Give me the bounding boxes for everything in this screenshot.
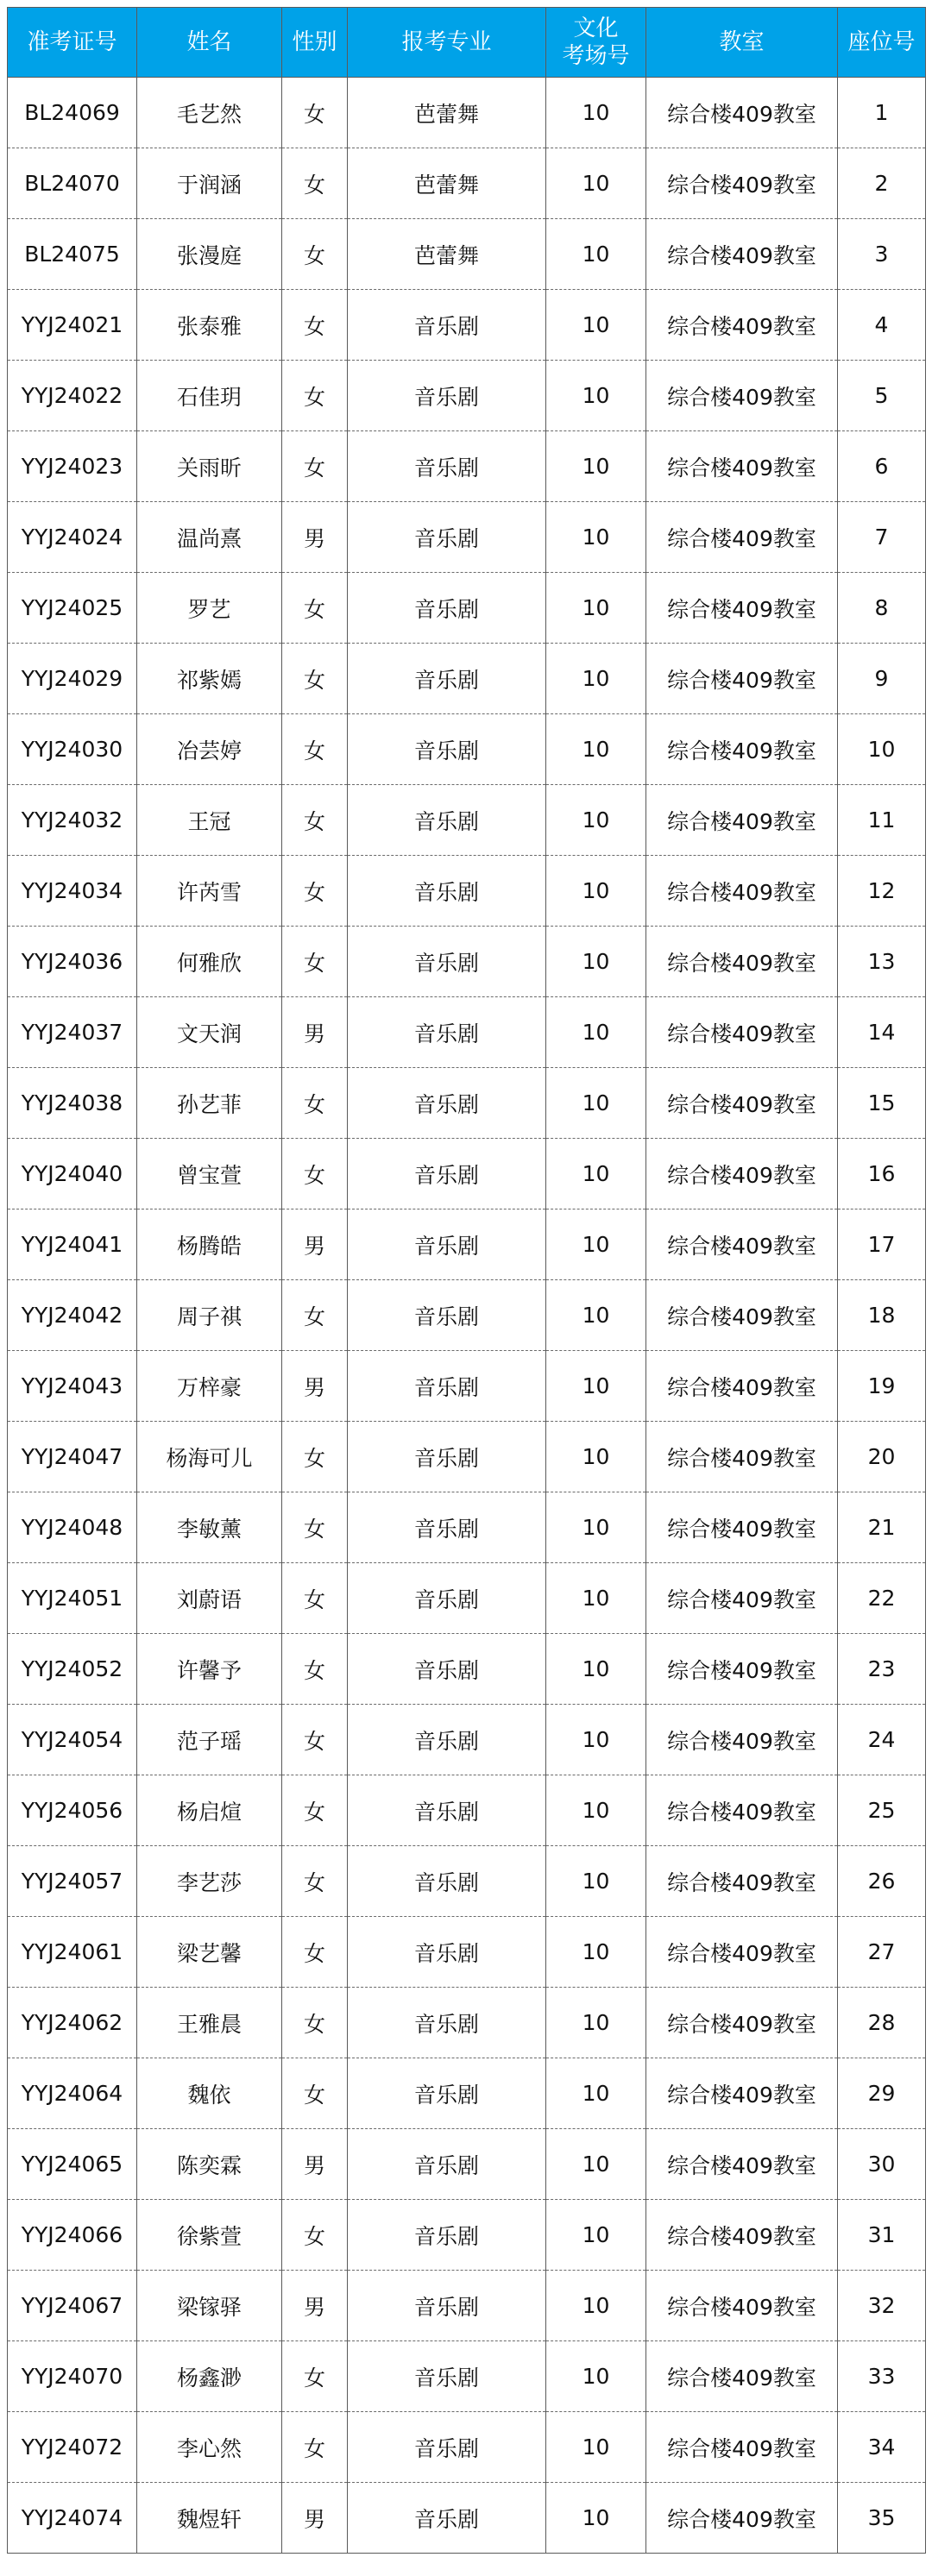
cell-name: 罗艺 — [137, 573, 282, 644]
cell-major: 音乐剧 — [348, 2129, 546, 2200]
cell-gender: 女 — [282, 1917, 348, 1988]
table-row — [8, 1634, 926, 1705]
table-row — [8, 2200, 926, 2271]
table-row — [8, 148, 926, 219]
cell-gender: 女 — [282, 431, 348, 502]
header-classroom: 教室 — [646, 8, 838, 78]
cell-gender: 女 — [282, 361, 348, 431]
cell-major: 音乐剧 — [348, 1917, 546, 1988]
cell-classroom: 综合楼409教室 — [646, 219, 838, 290]
cell-major: 音乐剧 — [348, 573, 546, 644]
cell-name: 王冠 — [137, 785, 282, 856]
cell-gender: 女 — [282, 1492, 348, 1563]
cell-classroom: 综合楼409教室 — [646, 1775, 838, 1846]
cell-seat: 8 — [838, 573, 926, 644]
table-row — [8, 290, 926, 361]
cell-classroom: 综合楼409教室 — [646, 431, 838, 502]
cell-classroom: 综合楼409教室 — [646, 785, 838, 856]
cell-classroom: 综合楼409教室 — [646, 290, 838, 361]
cell-seat: 5 — [838, 361, 926, 431]
cell-name: 杨腾皓 — [137, 1209, 282, 1280]
cell-exam-id: YYJ24025 — [8, 573, 137, 644]
cell-seat: 23 — [838, 1634, 926, 1705]
cell-name: 许芮雪 — [137, 856, 282, 927]
table-row — [8, 1775, 926, 1846]
cell-major: 音乐剧 — [348, 2271, 546, 2341]
cell-classroom: 综合楼409教室 — [646, 1917, 838, 1988]
cell-name: 李艺莎 — [137, 1846, 282, 1917]
cell-exam-room: 10 — [546, 1492, 646, 1563]
cell-gender: 女 — [282, 1139, 348, 1209]
cell-major: 芭蕾舞 — [348, 219, 546, 290]
cell-name: 曾宝萱 — [137, 1139, 282, 1209]
header-exam-id: 准考证号 — [8, 8, 137, 78]
cell-major: 音乐剧 — [348, 714, 546, 785]
cell-name: 关雨昕 — [137, 431, 282, 502]
cell-exam-id: YYJ24051 — [8, 1563, 137, 1634]
cell-classroom: 综合楼409教室 — [646, 361, 838, 431]
cell-name: 魏依 — [137, 2058, 282, 2129]
table-row — [8, 785, 926, 856]
cell-major: 音乐剧 — [348, 856, 546, 927]
cell-classroom: 综合楼409教室 — [646, 502, 838, 573]
cell-name: 范子瑶 — [137, 1705, 282, 1775]
cell-exam-id: YYJ24021 — [8, 290, 137, 361]
table-row — [8, 644, 926, 714]
cell-major: 音乐剧 — [348, 2483, 546, 2554]
cell-gender: 女 — [282, 1775, 348, 1846]
cell-seat: 33 — [838, 2341, 926, 2412]
cell-name: 杨鑫渺 — [137, 2341, 282, 2412]
cell-exam-id: YYJ24074 — [8, 2483, 137, 2554]
cell-major: 音乐剧 — [348, 361, 546, 431]
cell-seat: 17 — [838, 1209, 926, 1280]
cell-exam-id: YYJ24064 — [8, 2058, 137, 2129]
cell-exam-id: YYJ24061 — [8, 1917, 137, 1988]
cell-exam-room: 10 — [546, 1068, 646, 1139]
cell-classroom: 综合楼409教室 — [646, 1139, 838, 1209]
cell-exam-room: 10 — [546, 1422, 646, 1492]
header-exam-room-line2: 考场号 — [562, 43, 630, 69]
cell-gender: 女 — [282, 2200, 348, 2271]
cell-major: 音乐剧 — [348, 1351, 546, 1422]
cell-seat: 14 — [838, 997, 926, 1068]
table-row — [8, 997, 926, 1068]
cell-classroom: 综合楼409教室 — [646, 927, 838, 997]
cell-name: 梁镓驿 — [137, 2271, 282, 2341]
cell-classroom: 综合楼409教室 — [646, 1634, 838, 1705]
cell-major: 音乐剧 — [348, 1139, 546, 1209]
cell-major: 音乐剧 — [348, 1209, 546, 1280]
table-row — [8, 2412, 926, 2483]
table-row — [8, 1280, 926, 1351]
cell-exam-id: YYJ24070 — [8, 2341, 137, 2412]
cell-major: 音乐剧 — [348, 502, 546, 573]
cell-seat: 15 — [838, 1068, 926, 1139]
header-name: 姓名 — [137, 8, 282, 78]
cell-classroom: 综合楼409教室 — [646, 2058, 838, 2129]
cell-major: 音乐剧 — [348, 1705, 546, 1775]
cell-gender: 女 — [282, 1280, 348, 1351]
cell-exam-id: YYJ24038 — [8, 1068, 137, 1139]
cell-seat: 30 — [838, 2129, 926, 2200]
cell-gender: 女 — [282, 1563, 348, 1634]
cell-classroom: 综合楼409教室 — [646, 997, 838, 1068]
cell-seat: 2 — [838, 148, 926, 219]
table-row — [8, 361, 926, 431]
table-row — [8, 1988, 926, 2058]
cell-exam-id: YYJ24043 — [8, 1351, 137, 1422]
cell-gender: 女 — [282, 1988, 348, 2058]
cell-gender: 男 — [282, 2483, 348, 2554]
cell-name: 孙艺菲 — [137, 1068, 282, 1139]
cell-classroom: 综合楼409教室 — [646, 1280, 838, 1351]
cell-gender: 男 — [282, 502, 348, 573]
cell-seat: 18 — [838, 1280, 926, 1351]
cell-name: 温尚熹 — [137, 502, 282, 573]
cell-exam-room: 10 — [546, 1705, 646, 1775]
cell-seat: 28 — [838, 1988, 926, 2058]
cell-major: 音乐剧 — [348, 2412, 546, 2483]
cell-exam-id: YYJ24041 — [8, 1209, 137, 1280]
cell-major: 音乐剧 — [348, 1563, 546, 1634]
table-row — [8, 2483, 926, 2554]
cell-exam-room: 10 — [546, 714, 646, 785]
cell-seat: 19 — [838, 1351, 926, 1422]
cell-major: 音乐剧 — [348, 290, 546, 361]
cell-name: 张漫庭 — [137, 219, 282, 290]
cell-exam-id: BL24075 — [8, 219, 137, 290]
cell-classroom: 综合楼409教室 — [646, 2412, 838, 2483]
cell-exam-room: 10 — [546, 573, 646, 644]
cell-classroom: 综合楼409教室 — [646, 2341, 838, 2412]
cell-exam-id: BL24069 — [8, 78, 137, 148]
cell-exam-room: 10 — [546, 1139, 646, 1209]
cell-classroom: 综合楼409教室 — [646, 1846, 838, 1917]
cell-name: 李敏薰 — [137, 1492, 282, 1563]
cell-gender: 男 — [282, 1351, 348, 1422]
cell-seat: 3 — [838, 219, 926, 290]
cell-classroom: 综合楼409教室 — [646, 1422, 838, 1492]
table-header — [8, 8, 926, 78]
cell-seat: 31 — [838, 2200, 926, 2271]
table-row — [8, 1209, 926, 1280]
cell-exam-room: 10 — [546, 78, 646, 148]
cell-name: 何雅欣 — [137, 927, 282, 997]
cell-exam-room: 10 — [546, 644, 646, 714]
cell-exam-room: 10 — [546, 927, 646, 997]
cell-gender: 男 — [282, 997, 348, 1068]
cell-exam-room: 10 — [546, 2412, 646, 2483]
cell-seat: 21 — [838, 1492, 926, 1563]
table-row — [8, 1422, 926, 1492]
cell-seat: 34 — [838, 2412, 926, 2483]
cell-major: 音乐剧 — [348, 1280, 546, 1351]
cell-gender: 女 — [282, 1422, 348, 1492]
cell-exam-id: YYJ24072 — [8, 2412, 137, 2483]
cell-seat: 25 — [838, 1775, 926, 1846]
cell-exam-id: YYJ24054 — [8, 1705, 137, 1775]
cell-name: 李心然 — [137, 2412, 282, 2483]
cell-exam-id: YYJ24032 — [8, 785, 137, 856]
cell-exam-id: YYJ24036 — [8, 927, 137, 997]
cell-exam-room: 10 — [546, 1988, 646, 2058]
cell-exam-id: YYJ24067 — [8, 2271, 137, 2341]
cell-seat: 22 — [838, 1563, 926, 1634]
table-row — [8, 1705, 926, 1775]
cell-exam-room: 10 — [546, 2271, 646, 2341]
cell-classroom: 综合楼409教室 — [646, 1351, 838, 1422]
cell-gender: 女 — [282, 2412, 348, 2483]
cell-exam-room: 10 — [546, 148, 646, 219]
cell-name: 祁紫嫣 — [137, 644, 282, 714]
cell-exam-room: 10 — [546, 1563, 646, 1634]
cell-major: 音乐剧 — [348, 1775, 546, 1846]
cell-classroom: 综合楼409教室 — [646, 1988, 838, 2058]
cell-gender: 女 — [282, 1068, 348, 1139]
cell-exam-room: 10 — [546, 1634, 646, 1705]
cell-classroom: 综合楼409教室 — [646, 856, 838, 927]
cell-major: 音乐剧 — [348, 1422, 546, 1492]
cell-major: 音乐剧 — [348, 785, 546, 856]
cell-classroom: 综合楼409教室 — [646, 2129, 838, 2200]
cell-exam-room: 10 — [546, 219, 646, 290]
cell-gender: 女 — [282, 1634, 348, 1705]
cell-exam-id: YYJ24042 — [8, 1280, 137, 1351]
cell-exam-room: 10 — [546, 502, 646, 573]
cell-name: 张泰雅 — [137, 290, 282, 361]
cell-gender: 女 — [282, 290, 348, 361]
cell-exam-room: 10 — [546, 856, 646, 927]
cell-exam-room: 10 — [546, 1209, 646, 1280]
table-row — [8, 2058, 926, 2129]
header-major: 报考专业 — [348, 8, 546, 78]
cell-gender: 女 — [282, 573, 348, 644]
header-seat: 座位号 — [838, 8, 926, 78]
cell-exam-id: YYJ24023 — [8, 431, 137, 502]
cell-classroom: 综合楼409教室 — [646, 1705, 838, 1775]
cell-gender: 男 — [282, 2271, 348, 2341]
cell-seat: 27 — [838, 1917, 926, 1988]
cell-exam-id: YYJ24048 — [8, 1492, 137, 1563]
cell-classroom: 综合楼409教室 — [646, 1492, 838, 1563]
cell-seat: 13 — [838, 927, 926, 997]
cell-classroom: 综合楼409教室 — [646, 1068, 838, 1139]
table-row — [8, 1351, 926, 1422]
cell-major: 音乐剧 — [348, 2200, 546, 2271]
cell-exam-id: YYJ24024 — [8, 502, 137, 573]
table-row — [8, 927, 926, 997]
cell-name: 王雅晨 — [137, 1988, 282, 2058]
cell-seat: 35 — [838, 2483, 926, 2554]
header-exam-room-line1: 文化 — [573, 16, 619, 41]
table-row — [8, 2341, 926, 2412]
cell-name: 刘蔚语 — [137, 1563, 282, 1634]
cell-major: 音乐剧 — [348, 1634, 546, 1705]
cell-classroom: 综合楼409教室 — [646, 2483, 838, 2554]
cell-seat: 26 — [838, 1846, 926, 1917]
cell-classroom: 综合楼409教室 — [646, 573, 838, 644]
cell-classroom: 综合楼409教室 — [646, 148, 838, 219]
cell-exam-id: BL24070 — [8, 148, 137, 219]
cell-exam-room: 10 — [546, 2341, 646, 2412]
header-row — [8, 8, 926, 78]
cell-classroom: 综合楼409教室 — [646, 644, 838, 714]
cell-gender: 女 — [282, 714, 348, 785]
cell-exam-room: 10 — [546, 1775, 646, 1846]
cell-exam-id: YYJ24040 — [8, 1139, 137, 1209]
table-body — [8, 78, 926, 2554]
cell-gender: 女 — [282, 1846, 348, 1917]
cell-exam-id: YYJ24030 — [8, 714, 137, 785]
cell-name: 杨启煊 — [137, 1775, 282, 1846]
table-row — [8, 431, 926, 502]
cell-exam-id: YYJ24065 — [8, 2129, 137, 2200]
table-row — [8, 2129, 926, 2200]
table-row — [8, 1917, 926, 1988]
table-row — [8, 1492, 926, 1563]
cell-name: 文天润 — [137, 997, 282, 1068]
cell-seat: 24 — [838, 1705, 926, 1775]
cell-exam-id: YYJ24034 — [8, 856, 137, 927]
cell-name: 魏煜轩 — [137, 2483, 282, 2554]
cell-seat: 29 — [838, 2058, 926, 2129]
table-row — [8, 1846, 926, 1917]
cell-name: 于润涵 — [137, 148, 282, 219]
table-row — [8, 219, 926, 290]
cell-major: 芭蕾舞 — [348, 148, 546, 219]
cell-exam-room: 10 — [546, 997, 646, 1068]
cell-major: 音乐剧 — [348, 1068, 546, 1139]
cell-exam-room: 10 — [546, 361, 646, 431]
cell-seat: 6 — [838, 431, 926, 502]
cell-major: 音乐剧 — [348, 997, 546, 1068]
cell-gender: 女 — [282, 644, 348, 714]
cell-gender: 女 — [282, 78, 348, 148]
cell-exam-room: 10 — [546, 1846, 646, 1917]
cell-classroom: 综合楼409教室 — [646, 714, 838, 785]
cell-exam-room: 10 — [546, 1351, 646, 1422]
cell-name: 万梓豪 — [137, 1351, 282, 1422]
cell-seat: 1 — [838, 78, 926, 148]
cell-exam-id: YYJ24029 — [8, 644, 137, 714]
cell-exam-room: 10 — [546, 2129, 646, 2200]
cell-name: 毛艺然 — [137, 78, 282, 148]
cell-gender: 女 — [282, 785, 348, 856]
table-row — [8, 856, 926, 927]
cell-exam-room: 10 — [546, 290, 646, 361]
table-row — [8, 2271, 926, 2341]
cell-exam-room: 10 — [546, 431, 646, 502]
cell-gender: 男 — [282, 2129, 348, 2200]
cell-gender: 女 — [282, 856, 348, 927]
cell-major: 芭蕾舞 — [348, 78, 546, 148]
cell-seat: 32 — [838, 2271, 926, 2341]
cell-exam-id: YYJ24052 — [8, 1634, 137, 1705]
header-exam-room — [546, 8, 646, 78]
cell-major: 音乐剧 — [348, 927, 546, 997]
cell-major: 音乐剧 — [348, 1988, 546, 2058]
cell-seat: 10 — [838, 714, 926, 785]
cell-seat: 11 — [838, 785, 926, 856]
cell-exam-room: 10 — [546, 2483, 646, 2554]
cell-major: 音乐剧 — [348, 1846, 546, 1917]
cell-classroom: 综合楼409教室 — [646, 2271, 838, 2341]
cell-exam-id: YYJ24062 — [8, 1988, 137, 2058]
cell-exam-room: 10 — [546, 1280, 646, 1351]
cell-seat: 7 — [838, 502, 926, 573]
cell-exam-id: YYJ24066 — [8, 2200, 137, 2271]
cell-exam-room: 10 — [546, 2200, 646, 2271]
table-row — [8, 1068, 926, 1139]
cell-exam-room: 10 — [546, 2058, 646, 2129]
cell-gender: 女 — [282, 2058, 348, 2129]
cell-name: 冶芸婷 — [137, 714, 282, 785]
cell-major: 音乐剧 — [348, 644, 546, 714]
cell-classroom: 综合楼409教室 — [646, 78, 838, 148]
table-row — [8, 714, 926, 785]
cell-exam-id: YYJ24057 — [8, 1846, 137, 1917]
cell-seat: 12 — [838, 856, 926, 927]
cell-major: 音乐剧 — [348, 2058, 546, 2129]
cell-name: 陈奕霖 — [137, 2129, 282, 2200]
cell-name: 徐紫萱 — [137, 2200, 282, 2271]
cell-classroom: 综合楼409教室 — [646, 1209, 838, 1280]
cell-exam-id: YYJ24037 — [8, 997, 137, 1068]
table-row — [8, 1563, 926, 1634]
cell-seat: 16 — [838, 1139, 926, 1209]
cell-exam-room: 10 — [546, 785, 646, 856]
header-gender: 性别 — [282, 8, 348, 78]
cell-seat: 20 — [838, 1422, 926, 1492]
cell-name: 杨海可儿 — [137, 1422, 282, 1492]
exam-seating-table-container — [7, 7, 925, 2554]
cell-gender: 女 — [282, 219, 348, 290]
cell-gender: 女 — [282, 2341, 348, 2412]
table-row — [8, 1139, 926, 1209]
cell-seat: 9 — [838, 644, 926, 714]
cell-exam-id: YYJ24047 — [8, 1422, 137, 1492]
cell-gender: 女 — [282, 927, 348, 997]
table-row — [8, 573, 926, 644]
cell-gender: 男 — [282, 1209, 348, 1280]
cell-seat: 4 — [838, 290, 926, 361]
cell-name: 石佳玥 — [137, 361, 282, 431]
cell-gender: 女 — [282, 1705, 348, 1775]
cell-name: 许馨予 — [137, 1634, 282, 1705]
cell-classroom: 综合楼409教室 — [646, 2200, 838, 2271]
table-row — [8, 502, 926, 573]
cell-classroom: 综合楼409教室 — [646, 1563, 838, 1634]
exam-seating-table — [7, 7, 926, 2554]
cell-exam-id: YYJ24056 — [8, 1775, 137, 1846]
cell-major: 音乐剧 — [348, 1492, 546, 1563]
cell-major: 音乐剧 — [348, 431, 546, 502]
cell-name: 梁艺馨 — [137, 1917, 282, 1988]
cell-major: 音乐剧 — [348, 2341, 546, 2412]
cell-exam-room: 10 — [546, 1917, 646, 1988]
cell-gender: 女 — [282, 148, 348, 219]
cell-exam-id: YYJ24022 — [8, 361, 137, 431]
cell-name: 周子祺 — [137, 1280, 282, 1351]
table-row — [8, 78, 926, 148]
